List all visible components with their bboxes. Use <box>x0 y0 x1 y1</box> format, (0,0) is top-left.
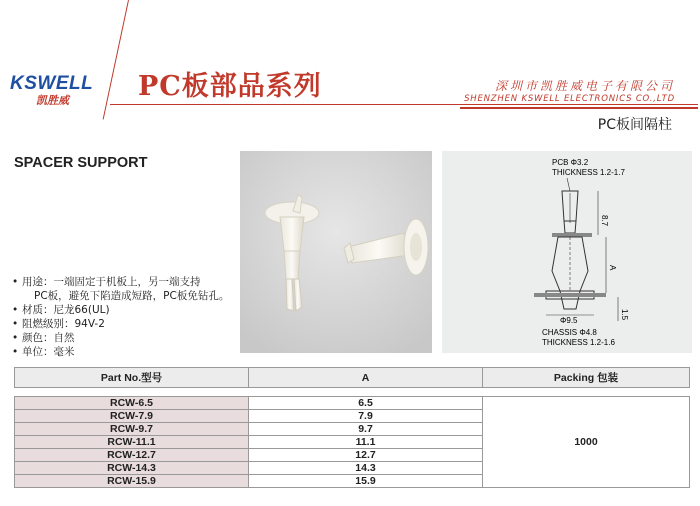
dimension-drawing <box>442 151 692 353</box>
table-row <box>15 397 690 410</box>
cell-part-no: RCW-15.9 <box>15 475 249 488</box>
logo-text: KSWELL <box>10 73 94 94</box>
technical-drawing <box>442 151 692 353</box>
spec-item: • 单位：毫米 <box>12 345 229 359</box>
cell-a-value: 6.5 <box>249 397 483 410</box>
table-header-row <box>15 368 690 388</box>
dim-8-7: 8.7 <box>600 215 609 227</box>
cell-part-no: RCW-12.7 <box>15 449 249 462</box>
chassis-thickness-label: THICKNESS 1.2-1.6 <box>542 338 615 347</box>
series-title: PC板部品系列 <box>138 71 322 102</box>
spec-item: • 阻燃级别：94V-2 <box>12 317 229 331</box>
spacer-photo-illustration <box>240 151 432 353</box>
product-title: SPACER SUPPORT <box>14 155 148 171</box>
company-name-cn: 深圳市凯胜威电子有限公司 <box>494 79 675 93</box>
cell-packing: 1000 <box>483 397 690 488</box>
cell-part-no: RCW-11.1 <box>15 436 249 449</box>
header-rule-accent <box>460 107 698 109</box>
dim-a: A <box>608 265 617 271</box>
header-rule <box>110 104 698 105</box>
pcb-thickness-label: THICKNESS 1.2-1.7 <box>552 168 625 177</box>
col-header-part-no: Part No.型号 <box>15 368 249 388</box>
page-subtitle: PC板间隔柱 <box>597 117 672 133</box>
pcb-label: PCB Φ3.2 <box>552 158 589 167</box>
cell-a-value: 15.9 <box>249 475 483 488</box>
company-name-en: SHENZHEN KSWELL ELECTRONICS CO.,LTD <box>464 94 675 104</box>
table-spacer-row <box>15 388 690 397</box>
col-header-a: A <box>249 368 483 388</box>
cell-part-no: RCW-6.5 <box>15 397 249 410</box>
spec-item: • 材质：尼龙66(UL) <box>12 303 229 317</box>
product-photo <box>240 151 432 353</box>
logo-cn: 凯胜威 <box>36 94 69 107</box>
cell-a-value: 12.7 <box>249 449 483 462</box>
dim-1-5: 1.5 <box>620 309 629 321</box>
header-slash-line <box>103 0 129 120</box>
dim-9-5: Φ9.5 <box>560 316 578 325</box>
cell-part-no: RCW-7.9 <box>15 410 249 423</box>
cell-a-value: 9.7 <box>249 423 483 436</box>
spec-item: • 颜色：自然 <box>12 331 229 345</box>
cell-a-value: 11.1 <box>249 436 483 449</box>
cell-part-no: RCW-14.3 <box>15 462 249 475</box>
cell-part-no: RCW-9.7 <box>15 423 249 436</box>
spec-list <box>12 275 229 359</box>
cell-a-value: 14.3 <box>249 462 483 475</box>
chassis-label: CHASSIS Φ4.8 <box>542 328 597 337</box>
cell-a-value: 7.9 <box>249 410 483 423</box>
spec-item-continued: PC板，避免下陷造成短路，PC板免钻孔。 <box>34 290 230 302</box>
col-header-packing: Packing 包装 <box>483 368 690 388</box>
spec-item: • 用途：一端固定于机板上，另一端支持 <box>12 275 229 289</box>
part-number-table <box>14 367 690 488</box>
